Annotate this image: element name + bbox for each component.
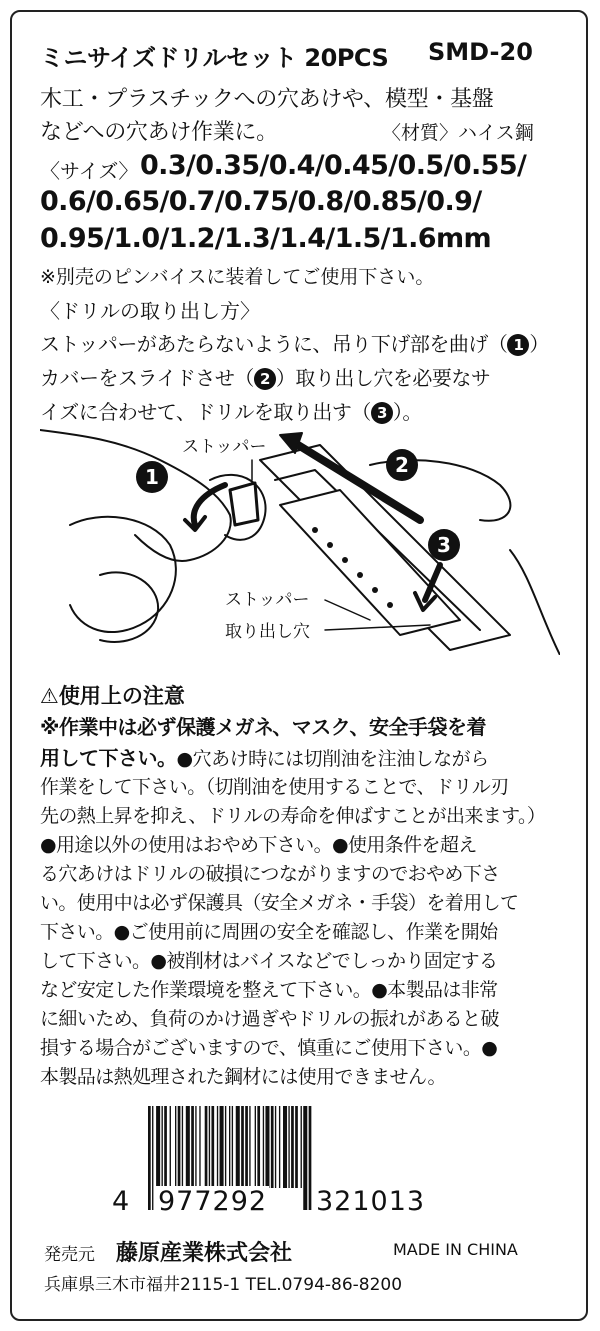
barcode-bar [164,1106,167,1188]
barcode-digits-left: 977292 [158,1186,268,1217]
barcode-bar [265,1106,269,1188]
barcode-bar [205,1106,208,1188]
howto-line-3: イズに合わせて、ドリルを取り出す（ 3 ）。 [40,400,422,424]
barcode-bar [249,1106,250,1188]
finger-outline [70,517,176,632]
caution-line: る穴あけはドリルの破損につながりますのでおやめ下さ [40,863,500,885]
seller-label: 発売元 [44,1245,95,1265]
size-label: 〈サイズ〉 [40,159,139,183]
barcode-bar [279,1106,280,1188]
step-1-badge: 1 [507,334,529,356]
barcode-bar [255,1106,256,1188]
caution-line: 先の熱上昇を抑え、ドリルの寿命を伸ばすことが出来ます。） [40,805,546,827]
product-title: ミニサイズドリルセット 20PCS [40,44,389,72]
barcode-bar [263,1106,264,1188]
drill-cover [280,490,460,635]
caution-line: い。使用中は必ず保護具（安全メガネ・手袋）を着用して [40,892,519,914]
stopper-label-mid: ストッパー [225,590,310,610]
stopper-leader-mid [325,600,370,620]
caution-title: ⚠使用上の注意 [40,684,185,708]
barcode-bar [241,1106,244,1188]
drill-removal-illustration [40,425,560,655]
barcode-bar [309,1106,312,1210]
barcode-bar [236,1106,240,1188]
barcode-bar [217,1106,218,1188]
rotate-arrow-1 [194,485,225,525]
outlet-label: 取り出し穴 [225,622,310,642]
barcode-bar [195,1106,196,1188]
barcode-bar [199,1106,200,1188]
step-1-number: 1 [145,465,159,489]
barcode-bar [275,1106,276,1188]
caution-line: して下さい。●被削材はバイスなどでしっかり固定する [40,950,498,972]
barcode-bar [170,1106,171,1188]
size-line-2: 0.6/0.65/0.7/0.75/0.8/0.85/0.9/ [40,186,482,217]
seller-name: 藤原産業株式会社 [116,1241,293,1266]
barcode-bar [245,1106,248,1188]
barcode-bar [175,1106,176,1188]
barcode-bar [209,1106,210,1188]
caution-line: に細いため、負荷のかけ過ぎやドリルの振れがあると破 [40,1008,499,1030]
caution-lead-line-2: 用して下さい。●穴あけ時には切削油を注油しながら [40,746,489,770]
barcode-bar [186,1106,190,1188]
caution-line: 本製品は熱処理された鋼材には使用できません。 [40,1066,446,1088]
stopper-label-top: ストッパー [182,437,267,457]
barcode-first-digit: 4 [112,1186,131,1217]
barcode-bar [156,1106,160,1188]
howto-line-1: ストッパーがあたらないように、吊り下げ部を曲げ（ 1 ） [40,332,549,356]
barcode-bar [295,1106,298,1188]
hand-right-lower [510,550,560,655]
step-3-number: 3 [437,533,451,557]
barcode-bar [148,1106,151,1210]
barcode-bar [271,1106,274,1188]
country-of-origin: MADE IN CHINA [393,1240,518,1259]
model-number: SMD-20 [428,38,533,66]
description-line-2: などへの穴あけ作業に。 [40,120,278,145]
barcode-bar [257,1106,260,1188]
caution-lead-line-1: ※作業中は必ず保護メガネ、マスク、安全手袋を着 [40,715,486,739]
caution-line: ●用途以外の使用はおやめ下さい。●使用条件を超え [40,834,477,856]
barcode-bar [178,1106,181,1188]
barcode-bar [220,1106,224,1188]
barcode-bar [152,1106,153,1210]
barcode-bar [301,1106,302,1188]
howto-title: 〈ドリルの取り出し方〉 [40,299,260,323]
size-line-3: 0.95/1.0/1.2/1.3/1.4/1.5/1.6mm [40,223,492,254]
barcode-bar [225,1106,226,1188]
barcode-bar [291,1106,294,1188]
barcode-bar [288,1106,289,1188]
barcode-bar [211,1106,214,1188]
barcode-digits-right: 321013 [316,1186,426,1217]
size-line-1: 0.3/0.35/0.4/0.45/0.5/0.55/ [140,150,527,181]
step-2-badge: 2 [254,368,276,390]
step-2-number: 2 [395,453,409,477]
seller-address: 兵庫県三木市福井2115-1 TEL.0794-86-8200 [44,1275,403,1295]
stopper-clip [230,483,258,525]
barcode-bar [283,1106,287,1188]
description-line-1: 木工・プラスチックへの穴あけや、模型・基盤 [40,87,494,112]
barcode-bar [191,1106,194,1188]
caution-line: 下さい。●ご使用前に周囲の安全を確認し、作業を開始 [40,921,498,943]
caution-line: 損する場合がございますので、慎重にご使用下さい。● [40,1037,498,1059]
material-label: 〈材質〉ハイス鋼 [382,122,534,144]
barcode-bar [303,1106,307,1210]
step-3-badge: 3 [371,402,393,424]
barcode-bar [182,1106,183,1188]
howto-line-2: カバーをスライドさせ（ 2 ）取り出し穴を必要なサ [40,366,491,390]
barcode-bar [162,1106,163,1188]
pin-vise-note: ※別売のピンバイスに装着してご使用下さい。 [40,266,435,288]
caution-line: など安定した作業環境を整えて下さい。●本製品は非常 [40,979,498,1001]
caution-line: 作業をして下さい。（切削油を使用することで、ドリル刃 [40,776,509,798]
